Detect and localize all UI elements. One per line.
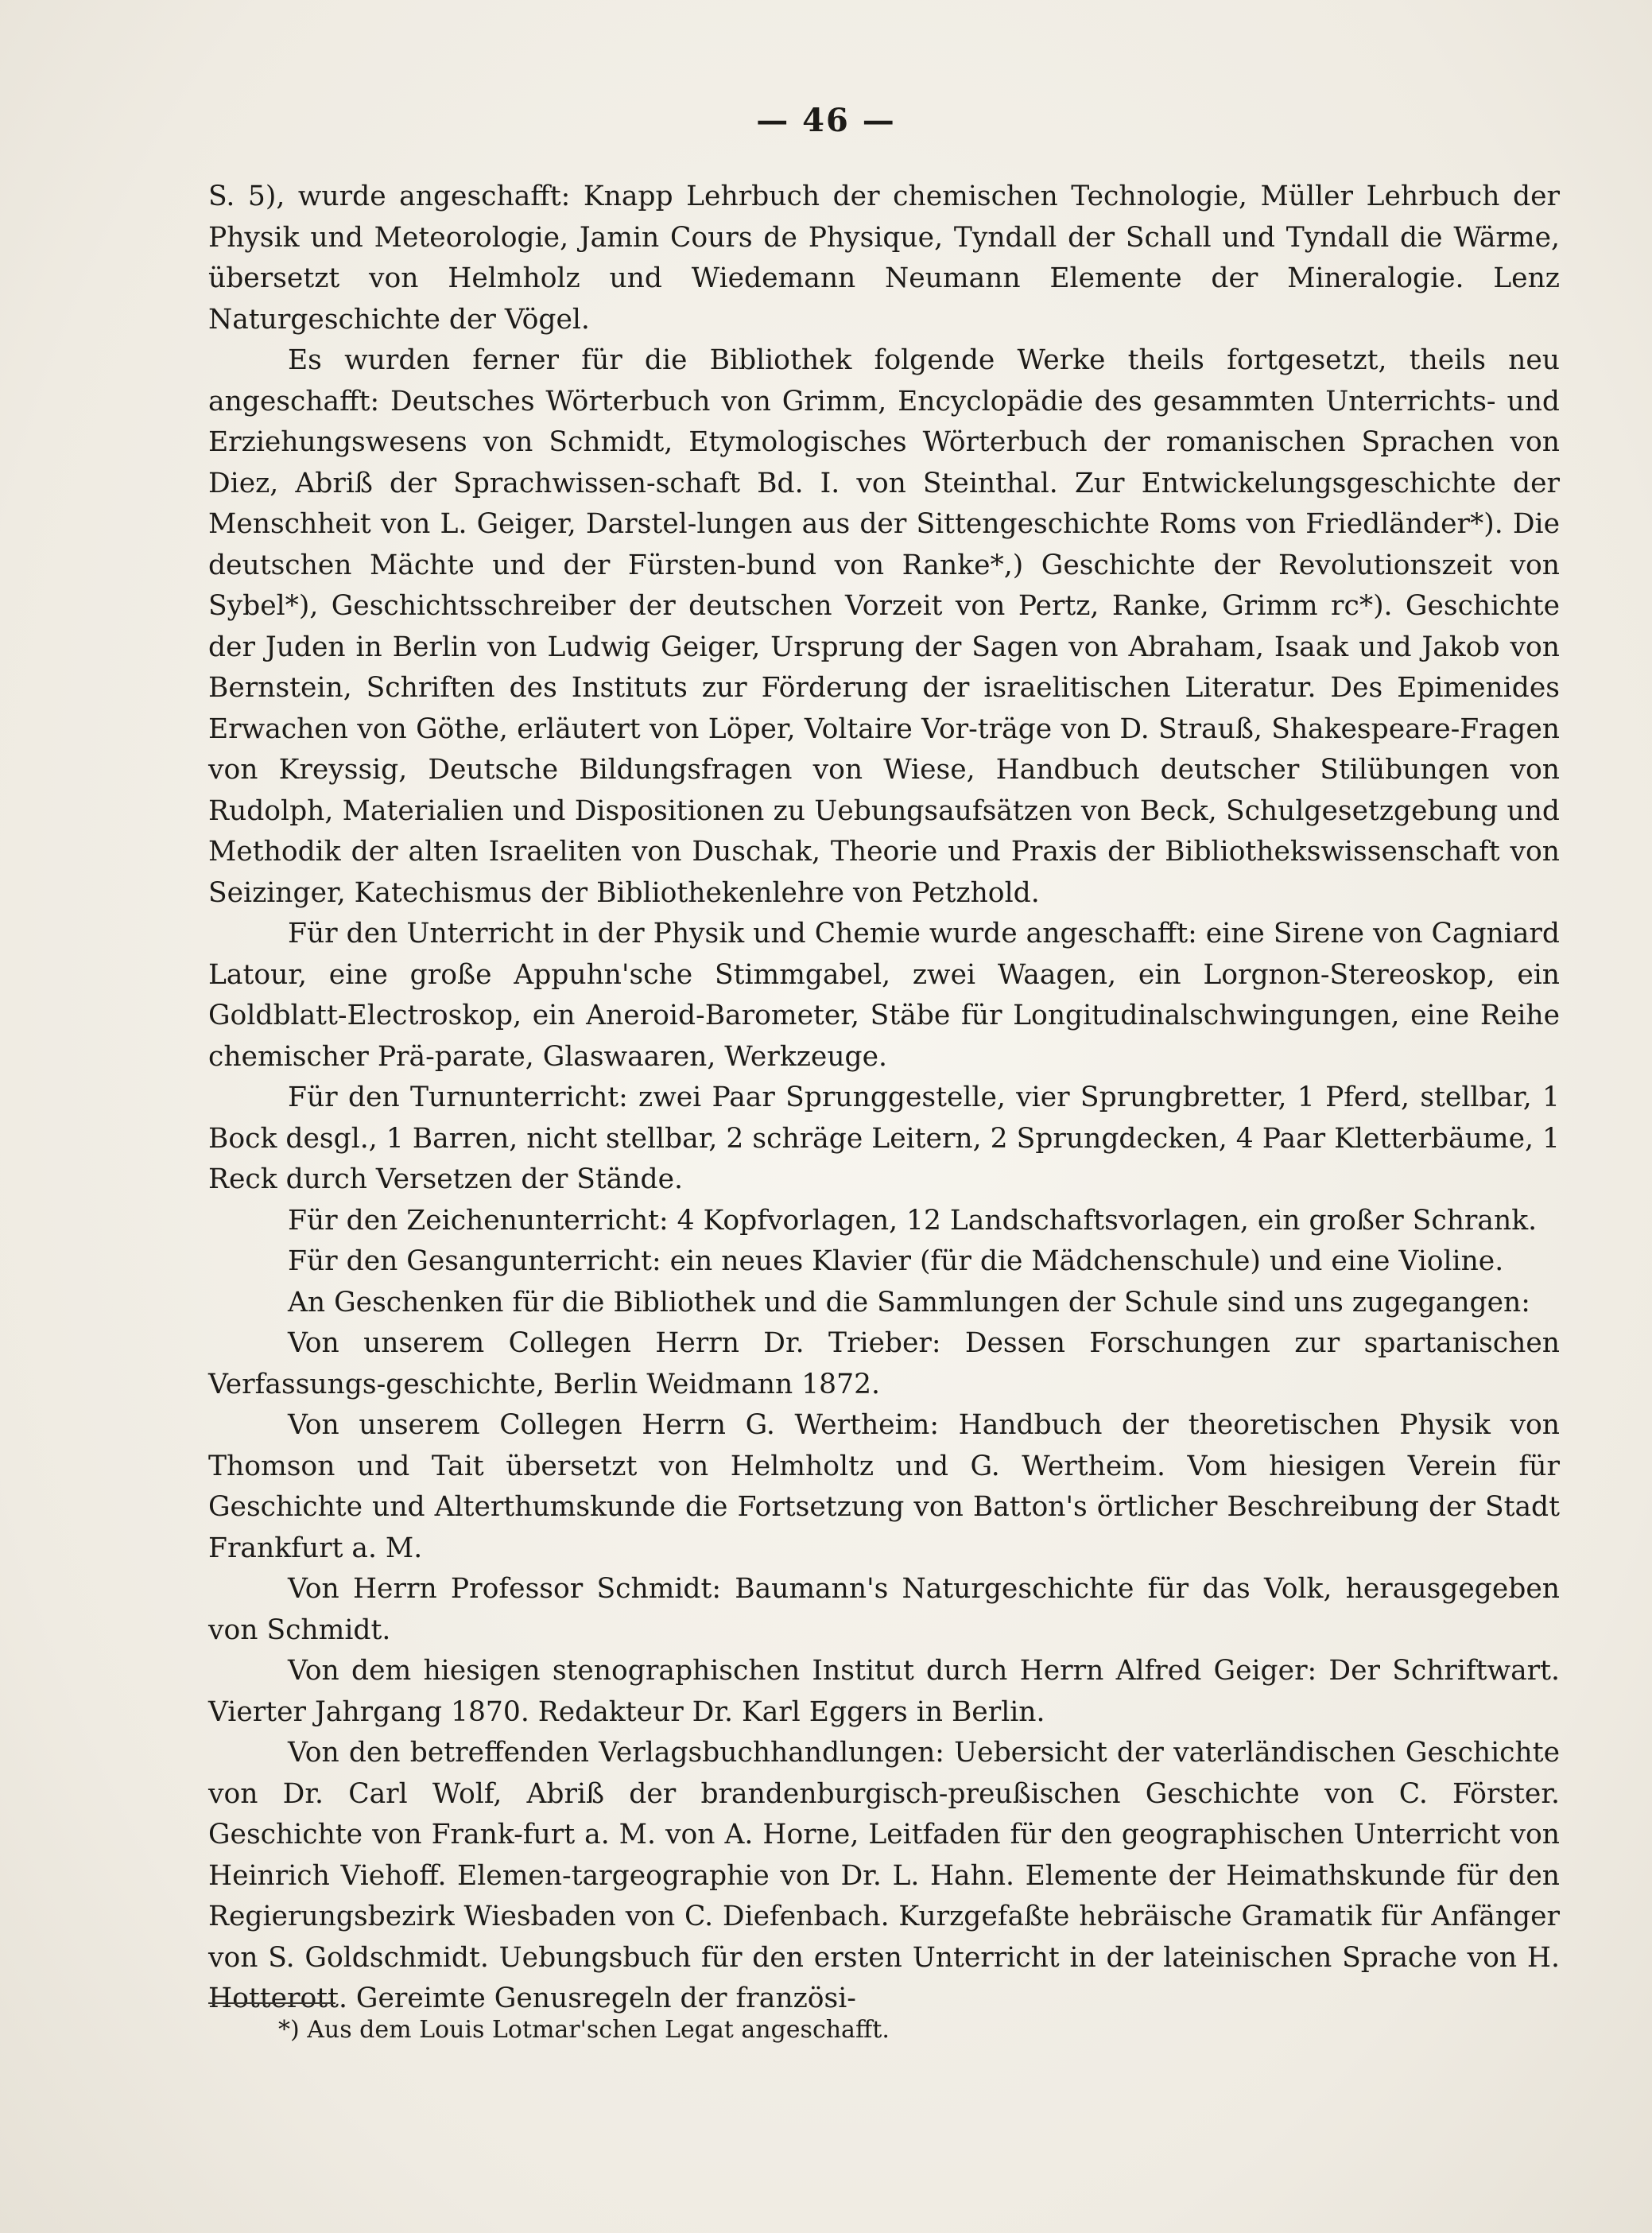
paragraph-continuation: S. 5), wurde angeschafft: Knapp Lehrbuch der chemischen Technologie, Müller Lehrbuch der Physik und Meteorologie, Jamin Cours de Physique, Tyndall der Schall und Tyndall die Wärme, übersetzt von Helmholz und Wiedemann Neumann Elemente der Mineralogie. Lenz Naturgeschichte der Vögel. xyxy=(208,181,1560,336)
paragraph-gifts-intro: An Geschenken für die Bibliothek und die Sammlungen der Schule sind uns zugegangen: xyxy=(288,1286,1530,1318)
paragraph-gymnastics: Für den Turnunterricht: zwei Paar Sprunggestelle, vier Sprungbretter, 1 Pferd, stellbar, 1 Bock desgl., 1 Barren, nicht stellbar, 2 schräge Leitern, 2 Sprungdecken, 4 Paar Kletterbäume, 1 Reck durch Versetzen der Stände. xyxy=(208,1082,1560,1195)
paragraph-drawing: Für den Zeichenunterricht: 4 Kopfvorlagen, 12 Landschaftsvorlagen, ein großer Schrank. xyxy=(288,1204,1538,1237)
footnote-rule xyxy=(208,2002,335,2004)
paragraph-singing: Für den Gesangunterricht: ein neues Klavier (für die Mädchenschule) und eine Violine. xyxy=(288,1245,1504,1277)
paragraph-library-works: Es wurden ferner für die Bibliothek folgende Werke theils fortgesetzt, theils neu angeschafft: Deutsches Wörterbuch von Grimm, Encyclopädie des gesammten Unterrichts- und Erziehungswesens von Schmidt, Etymologisches Wörterbuch der romanischen Sprachen von Diez, Abriß der Sprachwissen-schaft Bd. I. von Steinthal. Zur Entwickelungsgeschichte der Menschheit von L. Geiger, Darstel-lungen aus der Sittengeschichte Roms von Friedländer*). Die deutschen Mächte und der Fürsten-bund von Ranke*,) Geschichte der Revolutionszeit von Sybel*), Geschichtsschreiber der deutschen Vorzeit von Pertz, Ranke, Grimm rc*). Geschichte der Juden in Berlin von Ludwig Geiger, Ursprung der Sagen von Abraham, Isaak und Jakob von Bernstein, Schriften des Instituts zur Förderung der israelitischen Literatur. Des Epimenides Erwachen von Göthe, erläutert von Löper, Voltaire Vor-träge von D. Strauß, Shakespeare-Fragen von Kreyssig, Deutsche Bildungsfragen von Wiese, Handbuch deutscher Stilübungen von Rudolph, Materialien und Dispositionen zu Uebungsaufsätzen von Beck, Schulgesetzgebung und Methodik der alten Israeliten von Duschak, Theorie und Praxis der Bibliothekswissenschaft von Seizinger, Katechismus der Bibliothekenlehre von Petzhold. xyxy=(208,344,1560,909)
paragraph-gift-publishers: Von den betreffenden Verlagsbuchhandlungen: Uebersicht der vaterländischen Geschichte von Dr. Carl Wolf, Abriß der brandenburgisch-preußischen Geschichte von C. Förster. Geschichte von Frank-furt a. M. von A. Horne, Leitfaden für den geographischen Unterricht von Heinrich Viehoff. Elemen-targeographie von Dr. L. Hahn. Elemente der Heimathskunde für den Regierungsbezirk Wiesbaden von C. Diefenbach. Kurzgefaßte hebräische Gramatik für Anfänger von S. Goldschmidt. Uebungsbuch für den ersten Unterricht in der lateinischen Sprache von H. Hotterott. Gereimte Genusregeln der französi- xyxy=(208,1737,1560,2014)
footnote: *) Aus dem Louis Lotmar'schen Legat angeschafft. xyxy=(278,2016,890,2044)
page-number: — 46 — xyxy=(756,102,896,139)
paragraph-physics-chemistry: Für den Unterricht in der Physik und Chemie wurde angeschafft: eine Sirene von Cagniard Latour, eine große Appuhn'sche Stimmgabel, zwei Waagen, ein Lorgnon-Stereoskop, ein Goldblatt-Electroskop, ein Aneroid-Barometer, Stäbe für Longitudinalschwingungen, eine Reihe chemischer Prä-parate, Glaswaaren, Werkzeuge. xyxy=(208,918,1560,1073)
paragraph-gift-schmidt: Von Herrn Professor Schmidt: Baumann's Naturgeschichte für das Volk, herausgegeben von Schmidt. xyxy=(208,1573,1560,1646)
paragraph-gift-trieber: Von unserem Collegen Herrn Dr. Trieber: Dessen Forschungen zur spartanischen Verfassungs-geschichte, Berlin Weidmann 1872. xyxy=(208,1327,1560,1400)
body-text xyxy=(208,177,1560,2020)
paragraph-gift-stenographic: Von dem hiesigen stenographischen Institut durch Herrn Alfred Geiger: Der Schriftwart. Vierter Jahrgang 1870. Redakteur Dr. Karl Eggers in Berlin. xyxy=(208,1655,1560,1728)
paragraph-gift-wertheim: Von unserem Collegen Herrn G. Wertheim: Handbuch der theoretischen Physik von Thomson und Tait übersetzt von Helmholtz und G. Wertheim. Vom hiesigen Verein für Geschichte und Alterthumskunde die Fortsetzung von Batton's örtlicher Beschreibung der Stadt Frankfurt a. M. xyxy=(208,1409,1560,1564)
